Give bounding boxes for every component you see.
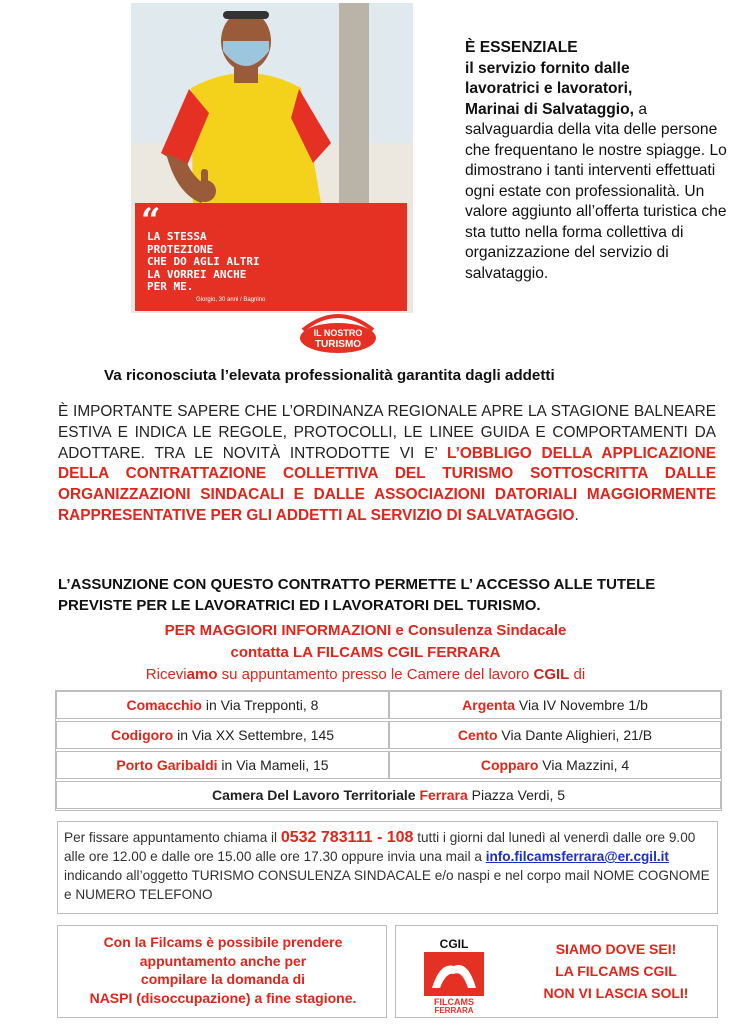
paragraph-end: . (574, 506, 579, 524)
office-city: Copparo (480, 757, 539, 773)
office-address: Via IV Novembre 1/b (515, 697, 648, 713)
phone-number[interactable]: 0532 783111 - 108 (280, 829, 414, 846)
slogan-text (516, 938, 716, 1004)
paragraph-text: È IMPORTANTE SAPERE CHE L’ORDINANZA REGIONALE APRE LA STAGIONE BALNEARE ESTIVA E INDICA LE REGOLE, PROTOCOLLI, LE LINEE GUIDA E COMPORTAMENTI DA ADOTTARE. TRA LE NOVITÀ INTRODOTTE VI E’ (58, 403, 716, 462)
subtitle: Va riconosciuta l’elevata professionalità garantita dagli addetti (104, 367, 555, 384)
quote-line: PROTEZIONE (147, 242, 214, 256)
receive-part: di (569, 666, 586, 683)
receive-part: su appuntamento presso le Camere del lavoro (217, 666, 534, 683)
logo-line1: IL NOSTRO (313, 328, 363, 338)
il-nostro-turismo-logo (297, 308, 379, 354)
office-city: Porto Garibaldi (116, 757, 218, 773)
quote-mark: “ (141, 201, 161, 241)
info-text: tutti i giorni dal lunedì al venerdì dalle ore 9.00 alle ore 12.00 e dalle ore 15.00 alle ore 17.30 oppure invia una mail a (64, 830, 696, 864)
offices-table (55, 690, 722, 811)
office-main-address: Piazza Verdi, 5 (467, 787, 566, 803)
info-text: indicando all’oggetto TURISMO CONSULENZA SINDACALE e/o naspi e nel corpo mail NOME COGNOME e NUMERO TELEFONO (64, 868, 710, 902)
office-address: in Via XX Settembre, 145 (173, 727, 335, 743)
office-cell (56, 721, 389, 749)
info-text: Per fissare appuntamento chiama il (64, 830, 281, 845)
slogan-box (395, 925, 718, 1018)
slogan-line: LA FILCAMS CGIL (555, 963, 677, 979)
intro-text (465, 38, 727, 284)
cgil-logo-mid: FILCAMS (434, 997, 474, 1007)
office-cell (389, 721, 721, 749)
quote-line: LA STESSA (147, 230, 207, 243)
quote-line: CHE DO AGLI ALTRI (147, 255, 260, 268)
quote-text (147, 231, 317, 294)
office-city: Argenta (462, 697, 516, 713)
cta-line1: PER MAGGIORI INFORMAZIONI e Consulenza Sindacale (164, 622, 567, 639)
office-cell (389, 691, 721, 719)
quote-signature: Giorgio, 30 anni / Bagnino (196, 297, 266, 303)
office-main-cell (56, 781, 721, 809)
office-address: Via Dante Alighieri, 21/B (497, 727, 653, 743)
receive-cgil: CGIL (533, 666, 570, 683)
paragraph-highlight: L’OBBLIGO DELLA APPLICAZIONE DELLA CONTRATTAZIONE COLLETTIVA DEL TURISMO SOTTOSCRITTA DALLE ORGANIZZAZIONI SINDACALI E DALLE ASSOCIAZIONI DATORIALI MAGGIORMENTE RAPPRESENTATIVE PER GLI ADDETTI AL SERVIZIO DI SALVATAGGIO (58, 444, 716, 524)
email-link[interactable]: info.filcamsferrara@er.cgil.it (485, 849, 669, 864)
intro-suffix: a (633, 100, 647, 118)
office-cell (56, 751, 389, 779)
office-address: Via Mazzini, 4 (538, 757, 630, 773)
office-cell (56, 691, 389, 719)
slogan-line: SIAMO DOVE SEI! (555, 941, 677, 957)
receive-line (0, 666, 731, 683)
cgil-filcams-logo (418, 936, 490, 1014)
info-box (57, 821, 718, 914)
naspi-line: Con la Filcams è possibile prendere (103, 934, 343, 950)
intro-bold-line: Marinai di Salvataggio, (465, 100, 634, 118)
contract-paragraph: L’ASSUNZIONE CON QUESTO CONTRATTO PERMETTE L’ ACCESSO ALLE TUTELE PREVISTE PER LE LAVORATRICI ED I LAVORATORI DEL TURISMO. (58, 576, 656, 614)
intro-body: salvaguardia della vita delle persone che frequentano le nostre spiagge. Lo dimostrano i tanti interventi effettuati ogni estate con professionalità. Un valore aggiunto all’offerta turistica che sta tutto nella forma collettiva di organizzazione del servizio di salvataggio. (465, 121, 727, 282)
quote-line: LA VORREI ANCHE (147, 267, 247, 281)
cgil-logo-bottom: FERRARA (434, 1006, 474, 1014)
office-city: Codigoro (110, 727, 174, 743)
cta-line2: contatta LA FILCAMS CGIL FERRARA (230, 644, 501, 661)
receive-part: amo (186, 666, 218, 683)
office-address: in Via Mameli, 15 (217, 757, 329, 773)
office-main-city: Ferrara (419, 787, 468, 803)
intro-bold-line: il servizio fornito dalle (465, 59, 630, 77)
office-main-label: Camera Del Lavoro Territoriale (211, 787, 420, 803)
office-cell (389, 751, 721, 779)
slogan-line: NON VI LASCIA SOLI! (543, 985, 689, 1001)
poster-photo (131, 3, 413, 313)
main-paragraph (58, 402, 716, 527)
receive-part: Ricevi (145, 666, 187, 683)
office-city: Comacchio (126, 697, 202, 713)
naspi-text (58, 933, 388, 1007)
office-city: Cento (457, 727, 498, 743)
intro-bold-line: lavoratrici e lavoratori, (465, 80, 633, 97)
naspi-line: appuntamento anche per (139, 952, 307, 969)
naspi-line: compilare la domanda di (140, 971, 306, 987)
naspi-line: NASPI (disoccupazione) a fine stagione. (89, 989, 357, 1006)
intro-heading: È ESSENZIALE (465, 39, 578, 56)
naspi-box (57, 925, 387, 1018)
cgil-logo-top: CGIL (439, 937, 469, 951)
office-address: in Via Trepponti, 8 (201, 697, 319, 713)
logo-line2: TURISMO (314, 339, 362, 350)
quote-line: PER ME. (147, 280, 194, 293)
